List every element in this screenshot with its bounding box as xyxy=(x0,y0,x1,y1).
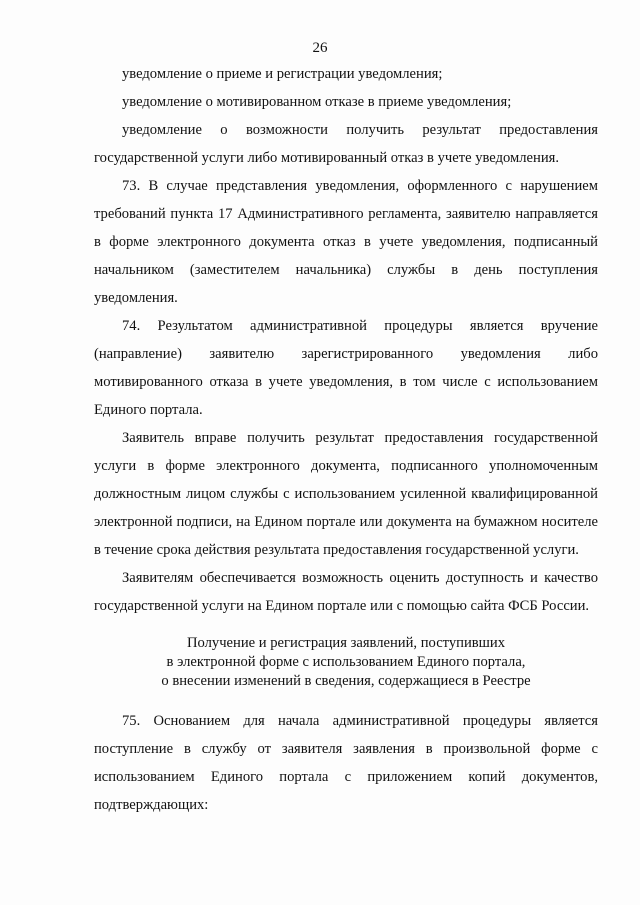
paragraph-74: 74. Результатом административной процедуры является вручение (направление) заявителю зарегистрированного уведомления либо мотивированного отказа в учете уведомления, в том числе с использованием Единого портала. xyxy=(94,318,598,418)
document-body xyxy=(94,60,598,819)
list-item: уведомление о мотивированном отказе в приеме уведомления; xyxy=(122,94,512,110)
paragraph-75: 75. Основанием для начала административной процедуры является поступление в службу от заявителя заявления в произвольной форме с использованием Единого портала с приложением копий документов, подтверждающих: xyxy=(94,713,598,813)
paragraph-74-result: Заявитель вправе получить результат предоставления государственной услуги в форме электронного документа, подписанного уполномоченным должностным лицом службы с использованием усиленной квалифицированной электронной подписи, на Едином портале или документа на бумажном носителе в течение срока действия результата предоставления государственной услуги. xyxy=(94,430,598,558)
section-heading-line: о внесении изменений в сведения, содержащиеся в Реестре xyxy=(161,673,531,689)
section-heading-line: Получение и регистрация заявлений, поступивших xyxy=(186,635,506,651)
paragraph-74-evaluation: Заявителям обеспечивается возможность оценить доступность и качество государственной услуги на Едином портале или с помощью сайта ФСБ России. xyxy=(94,570,598,614)
paragraph-73: 73. В случае представления уведомления, оформленного с нарушением требований пункта 17 Административного регламента, заявителю направляется в форме электронного документа отказ в учете уведомления, подписанный начальником (заместителем начальника) службы в день поступления уведомления. xyxy=(94,178,598,306)
section-heading-line: в электронной форме с использованием Единого портала, xyxy=(166,654,526,670)
page-number: 26 xyxy=(312,40,328,56)
list-item: уведомление о приеме и регистрации уведомления; xyxy=(122,66,443,82)
section-heading xyxy=(94,634,598,691)
list-item: уведомление о возможности получить результат предоставления государственной услуги либо мотивированный отказ в учете уведомления. xyxy=(94,122,598,166)
